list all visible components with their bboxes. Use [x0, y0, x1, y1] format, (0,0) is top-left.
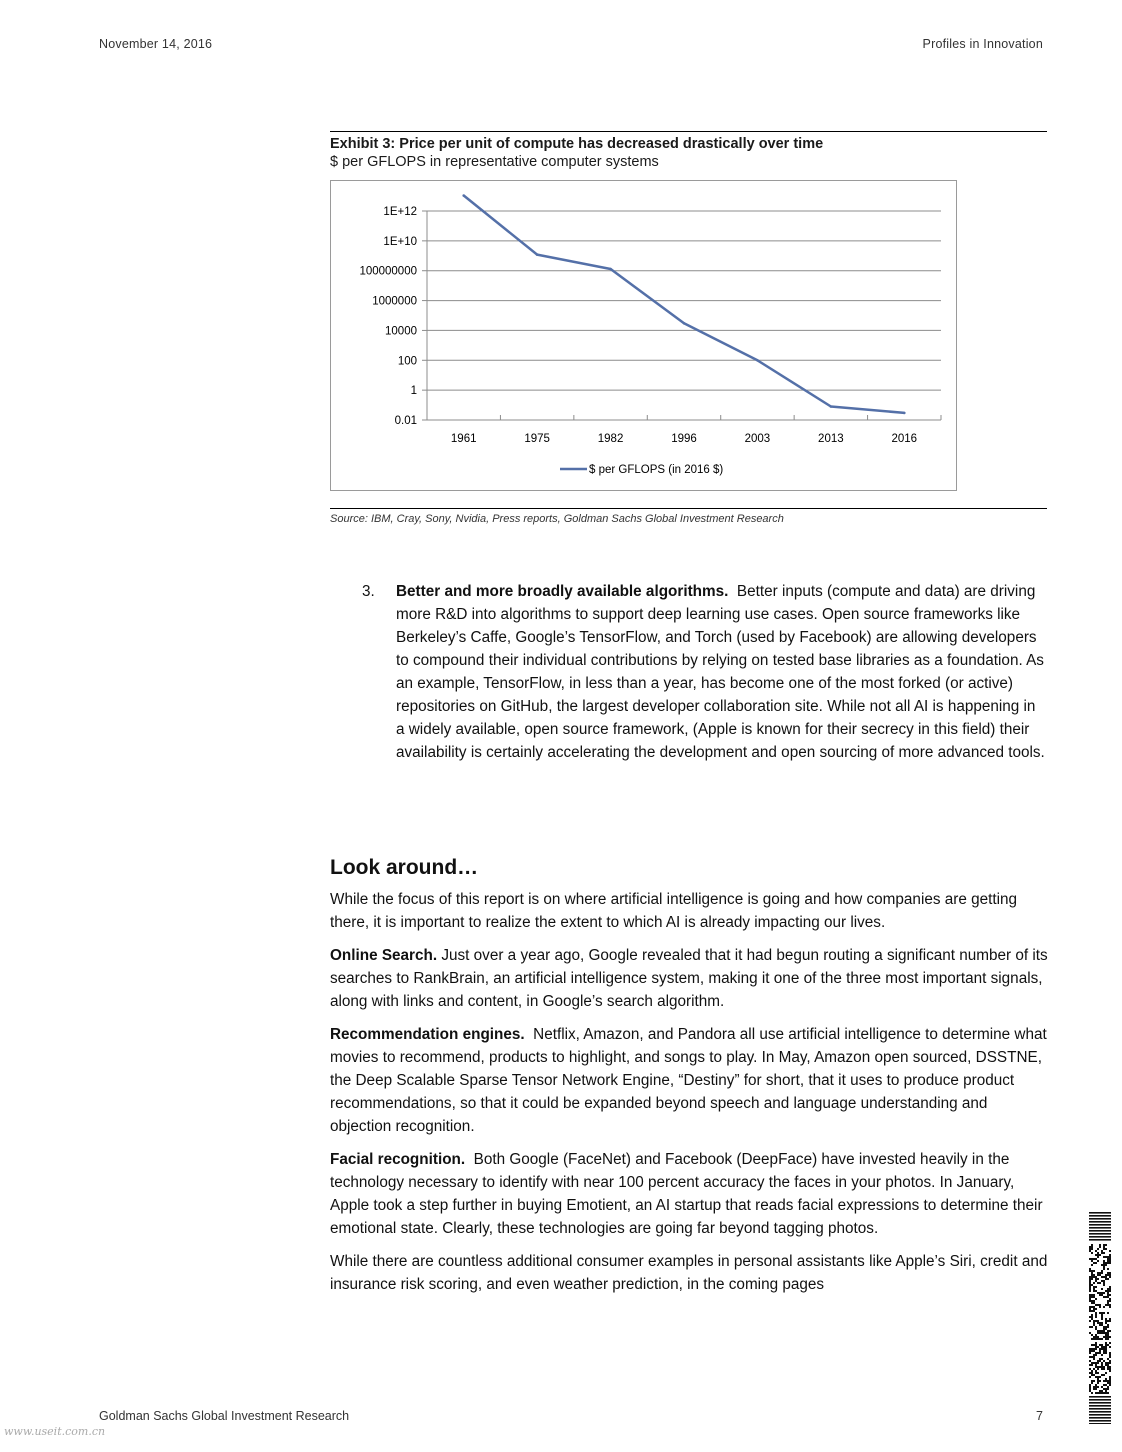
data-point	[830, 405, 833, 408]
legend-label: $ per GFLOPS (in 2016 $)	[589, 464, 724, 476]
list-number: 3.	[362, 583, 375, 600]
x-tick-label: 2013	[818, 433, 844, 445]
look-around-section	[330, 854, 1048, 1306]
exhibit-source: Source: IBM, Cray, Sony, Nvidia, Press reports, Goldman Sachs Global Investment Research	[330, 513, 784, 525]
qr-code-image	[1089, 1212, 1111, 1424]
exhibit-bottom-rule	[330, 508, 1047, 509]
y-tick-label: 1000000	[372, 295, 417, 308]
paragraph-text: Netflix, Amazon, and Pandora all use artificial intelligence to determine what movies to recommend, products to highlight, and songs to play. In May, Amazon open sourced, DSSTNE, the Deep Scalable Sparse Tensor Network Engine, “Destiny” for short, that it uses to produce product recommendations, so that it could be expanded beyond speech and language understanding and objection recognition.	[330, 1026, 1047, 1135]
x-tick-label: 1961	[450, 433, 477, 445]
data-point	[609, 268, 612, 271]
exhibit-top-rule	[330, 131, 1047, 132]
y-tick-label: 100000000	[359, 265, 417, 278]
paragraph-recommendation-engines	[330, 1023, 1048, 1138]
y-tick-label: 100	[397, 355, 417, 368]
section-closing: While there are countless additional consumer examples in personal assistants like Apple’s Siri, credit and insurance risk scoring, and even weather prediction, in the coming pages	[330, 1253, 1048, 1293]
price-per-gflops-chart	[331, 181, 956, 490]
data-point	[756, 359, 759, 362]
x-tick-label: 1996	[671, 433, 697, 445]
watermark: www.useit.com.cn	[4, 1425, 106, 1438]
paragraph-facial-recognition	[330, 1148, 1048, 1240]
paragraph-online-search	[330, 944, 1048, 1013]
y-tick-label: 10000	[385, 325, 417, 338]
list-lead: Better and more broadly available algorithms.	[396, 583, 729, 600]
x-tick-label: 2016	[891, 433, 918, 445]
x-tick-label: 1975	[524, 433, 550, 445]
section-heading: Look around…	[330, 856, 479, 879]
x-tick-label: 2003	[744, 433, 771, 445]
x-tick-label: 1982	[597, 433, 624, 445]
data-point	[462, 194, 465, 197]
y-tick-label: 1E+10	[383, 235, 417, 248]
paragraph-text: Just over a year ago, Google revealed that it had begun routing a significant number of its searches to RankBrain, an artificial intelligence system, making it one of the three most important signals, along with links and content, in Google’s search algorithm.	[330, 947, 1048, 1010]
paragraph-text: Both Google (FaceNet) and Facebook (DeepFace) have invested heavily in the technology necessary to identify with near 100 percent accuracy the faces in your photos. In January, Apple took a step further in buying Emotient, an AI startup that reads facial expressions to determine their emotional state. Clearly, these technologies are going far beyond tagging photos.	[330, 1151, 1043, 1237]
data-point	[536, 253, 539, 256]
data-point	[903, 412, 906, 415]
header-date: November 14, 2016	[99, 37, 213, 51]
y-tick-label: 1	[410, 385, 417, 398]
data-point	[683, 322, 686, 325]
y-tick-label: 0.01	[394, 415, 417, 427]
exhibit	[330, 131, 1047, 525]
footer-firm: Goldman Sachs Global Investment Research	[99, 1409, 350, 1423]
exhibit-subtitle: $ per GFLOPS in representative computer systems	[330, 154, 659, 170]
paragraph-lead: Recommendation engines.	[330, 1026, 525, 1043]
series-line	[464, 196, 905, 413]
paragraph-lead: Facial recognition.	[330, 1151, 466, 1168]
list-text: Better inputs (compute and data) are driving more R&D into algorithms to support deep learning use cases. Open source frameworks like Berkeley’s Caffe, Google’s TensorFlow, and Torch (used by Facebook) are allowing developers to compound their individual contributions by relying on tested base libraries as a foundation. As an example, TensorFlow, in less than a year, has become one of the most forked (or active) repositories on GitHub, the largest developer collaboration site. While not all AI is happening in a widely available, open source framework, (Apple is known for their secrecy in this field) their availability is certainly accelerating the development and open sourcing of more advanced tools.	[396, 583, 1045, 761]
header-publication: Profiles in Innovation	[922, 37, 1043, 51]
chart-frame	[330, 180, 957, 491]
exhibit-title: Exhibit 3: Price per unit of compute has decreased drastically over time	[330, 136, 824, 152]
section-intro: While the focus of this report is on where artificial intelligence is going and how companies are getting there, it is important to realize the extent to which AI is already impacting our lives.	[330, 891, 1018, 931]
list-body	[396, 580, 1048, 764]
page-number: 7	[1036, 1409, 1043, 1423]
y-tick-label: 1E+12	[383, 206, 417, 218]
paragraph-lead: Online Search.	[330, 947, 438, 964]
